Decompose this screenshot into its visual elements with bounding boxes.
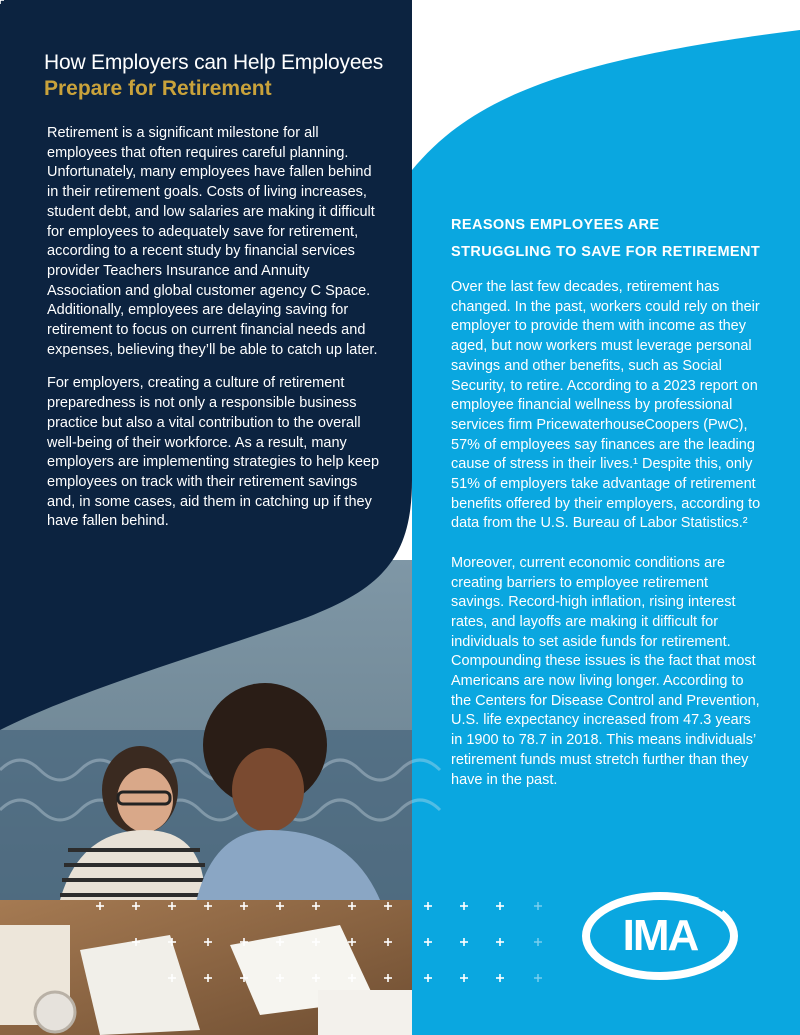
logo-text: IMA: [622, 911, 698, 960]
reasons-section: [451, 212, 763, 810]
ima-logo: [580, 888, 740, 984]
reasons-paragraph-2: Moreover, current economic conditions are creating barriers to employee retirement savings. Record-high inflation, rising interest rates, and layoffs are making it difficult for individuals to set aside funds for retirement. Compounding these issues is the fact that most Americans are now living longer. According to the Centers for Disease Control and Prevention, U.S. life expectancy increased from 47.3 years in 1900 to 78.7 in 2018. This means individuals’ retirement funds must stretch further than they have in the past.: [451, 554, 760, 788]
title-line-1: How Employers can Help Employees: [44, 51, 384, 74]
intro-paragraph-1: Retirement is a significant milestone for all employees that often requires careful planning. Unfortunately, many employees have fallen behind in their retirement goals. Costs of living increases, student debt, and low salaries are making it difficult for employees to adequately save for retirement, according to a recent study by financial services provider Teachers Insurance and Annuity Association and global customer agency C Space. Additionally, employees are delaying saving for retirement to focus on current financial needs and expenses, believing they’ll be able to catch up later.: [47, 125, 378, 358]
page-title: [44, 50, 414, 102]
title-line-2: Prepare for Retirement: [44, 77, 272, 100]
intro-paragraph-2: For employers, creating a culture of retirement preparedness is not only a responsible business practice but also a vital contribution to the overall well-being of their workforce. As a result, many employers are implementing strategies to help keep employees on track with their retirement savings and, in some cases, aid them in catching up if they have fallen behind.: [47, 375, 380, 530]
intro-section: [47, 124, 382, 546]
section-heading: REASONS EMPLOYEES ARE STRUGGLING TO SAVE FOR RETIREMENT: [451, 217, 761, 260]
reasons-paragraph-1: Over the last few decades, retirement has changed. In the past, workers could rely on their employer to provide them with income as they aged, but now workers must leverage personal savings and other benefits, such as Social Security, to retire. According to a 2023 report on employee financial wellness by professional services firm PricewaterhouseCoopers (PwC), 57% of employees say finances are the leading cause of stress in their lives.¹ Despite this, only 51% of employers take advantage of retirement benefits offered by their employers, according to data from the U.S. Bureau of Labor Statistics.²: [451, 279, 761, 532]
